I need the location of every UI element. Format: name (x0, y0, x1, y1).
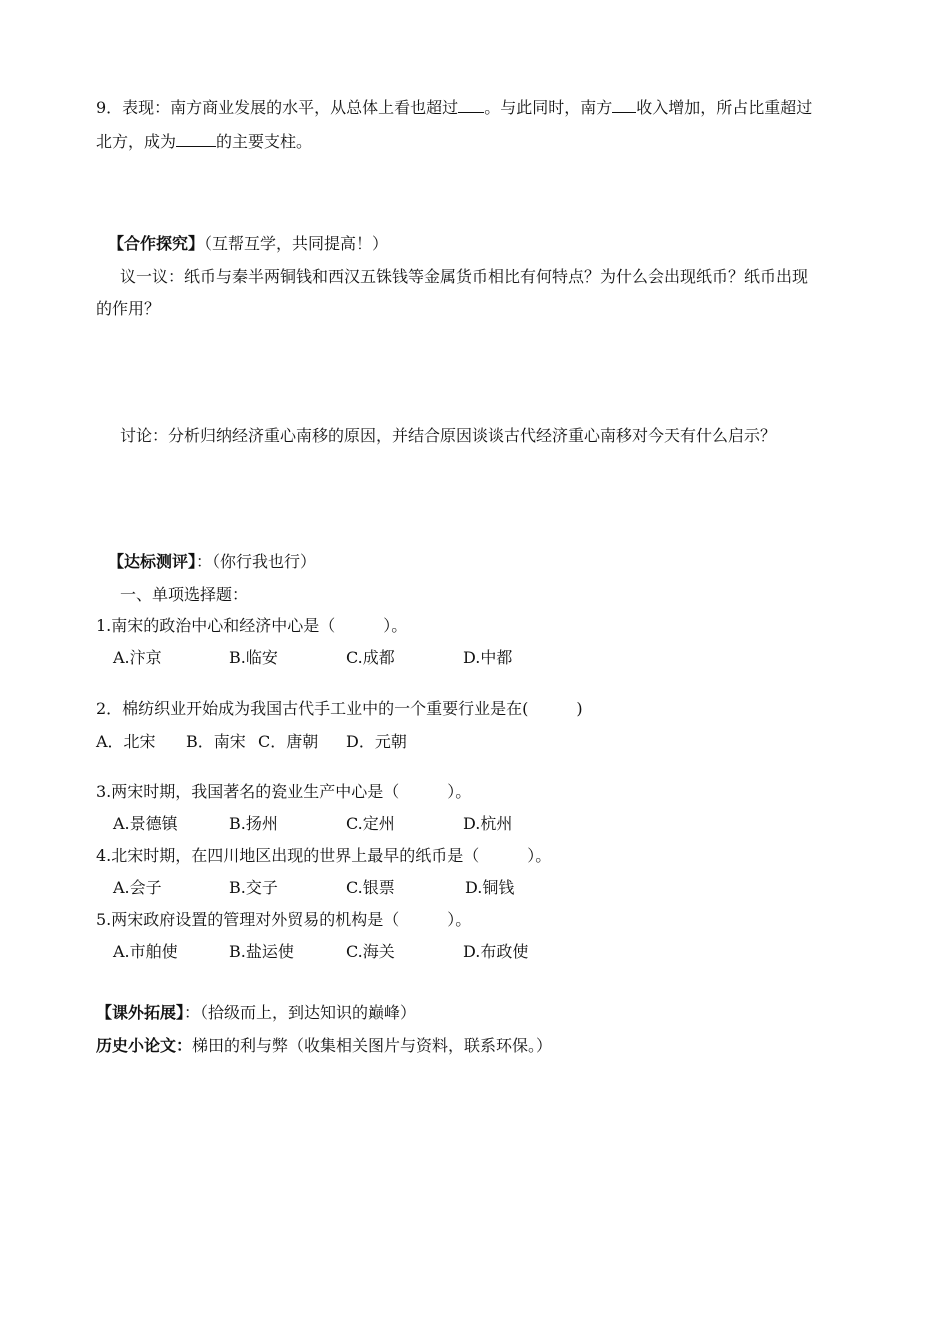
option-4a[interactable]: A.会子 (113, 878, 162, 897)
option-3c[interactable]: C.定州 (346, 814, 395, 833)
option-3d[interactable]: D.杭州 (463, 814, 513, 833)
option-2d[interactable]: D．元朝 (346, 732, 407, 751)
q9-line2 (96, 130, 312, 153)
essay-line (96, 1035, 552, 1057)
option-5b[interactable]: B.盐运使 (229, 942, 294, 961)
essay-label: 历史小论文： (96, 1036, 193, 1055)
essay-text: 梯田的利与弊（收集相关图片与资料，联系环保。） (192, 1036, 553, 1055)
option-1a[interactable]: A.汴京 (113, 648, 162, 667)
yiyi-line1: 议一议：纸币与秦半两铜钱和西汉五铢钱等金属货币相比有何特点？为什么会出现纸币？纸币出现 (120, 267, 809, 286)
section-title: 一、单项选择题： (120, 585, 249, 604)
option-5d[interactable]: D.布政使 (463, 942, 529, 961)
option-3a[interactable]: A.景德镇 (113, 814, 178, 833)
dabiao-heading-line (108, 551, 316, 573)
q9-text-c: 收入增加，所占比重超过 (636, 98, 813, 117)
question-stem-3: 3.两宋时期，我国著名的瓷业生产中心是（ ）。 (96, 782, 472, 801)
q9-blank-2[interactable] (612, 96, 636, 113)
option-3b[interactable]: B.扬州 (229, 814, 278, 833)
q9-blank-1[interactable] (458, 96, 484, 113)
q9-text-a: 9．表现：南方商业发展的水平，从总体上看也超过 (96, 98, 459, 117)
option-5a[interactable]: A.市舶使 (113, 942, 178, 961)
option-2c[interactable]: C．唐朝 (258, 732, 319, 751)
dabiao-heading: 【达标测评】 (108, 552, 197, 571)
yiyi-line2: 的作用？ (96, 299, 161, 318)
question-stem-5: 5.两宋政府设置的管理对外贸易的机构是（ ）。 (96, 910, 472, 929)
option-4d[interactable]: D.铜钱 (465, 878, 515, 897)
q9-blank-3[interactable] (176, 130, 216, 147)
hezuo-subtitle: （互帮互学，共同提高！） (204, 234, 389, 253)
option-1b[interactable]: B.临安 (229, 648, 278, 667)
kewai-subtitle: ：（拾级而上，到达知识的巅峰） (184, 1003, 417, 1022)
kewai-heading: 【课外拓展】 (96, 1003, 185, 1022)
kewai-heading-line (96, 1002, 416, 1024)
q9-text-d: 北方，成为 (96, 132, 177, 151)
option-4c[interactable]: C.银票 (346, 878, 395, 897)
q9-text-e: 的主要支柱。 (216, 132, 313, 151)
dabiao-subtitle: ：（你行我也行） (196, 552, 317, 571)
question-stem-4: 4.北宋时期，在四川地区出现的世界上最早的纸币是（ ）。 (96, 846, 552, 865)
question-stem-2: 2．棉纺织业开始成为我国古代手工业中的一个重要行业是在( ) (96, 699, 583, 718)
option-4b[interactable]: B.交子 (229, 878, 278, 897)
option-5c[interactable]: C.海关 (346, 942, 395, 961)
hezuo-heading: 【合作探究】 (108, 234, 205, 253)
question-stem-1: 1.南宋的政治中心和经济中心是（ ）。 (96, 616, 408, 635)
q9-text-b: 。与此同时，南方 (484, 98, 613, 117)
option-1c[interactable]: C.成都 (346, 648, 395, 667)
option-2b[interactable]: B．南宋 (186, 732, 246, 751)
option-1d[interactable]: D.中都 (463, 648, 513, 667)
q9-line1 (96, 96, 812, 119)
option-2a[interactable]: A．北宋 (96, 732, 156, 751)
hezuo-heading-line (108, 233, 388, 255)
taolun-line: 讨论：分析归纳经济重心南移的原因，并结合原因谈谈古代经济重心南移对今天有什么启示？ (120, 426, 777, 445)
